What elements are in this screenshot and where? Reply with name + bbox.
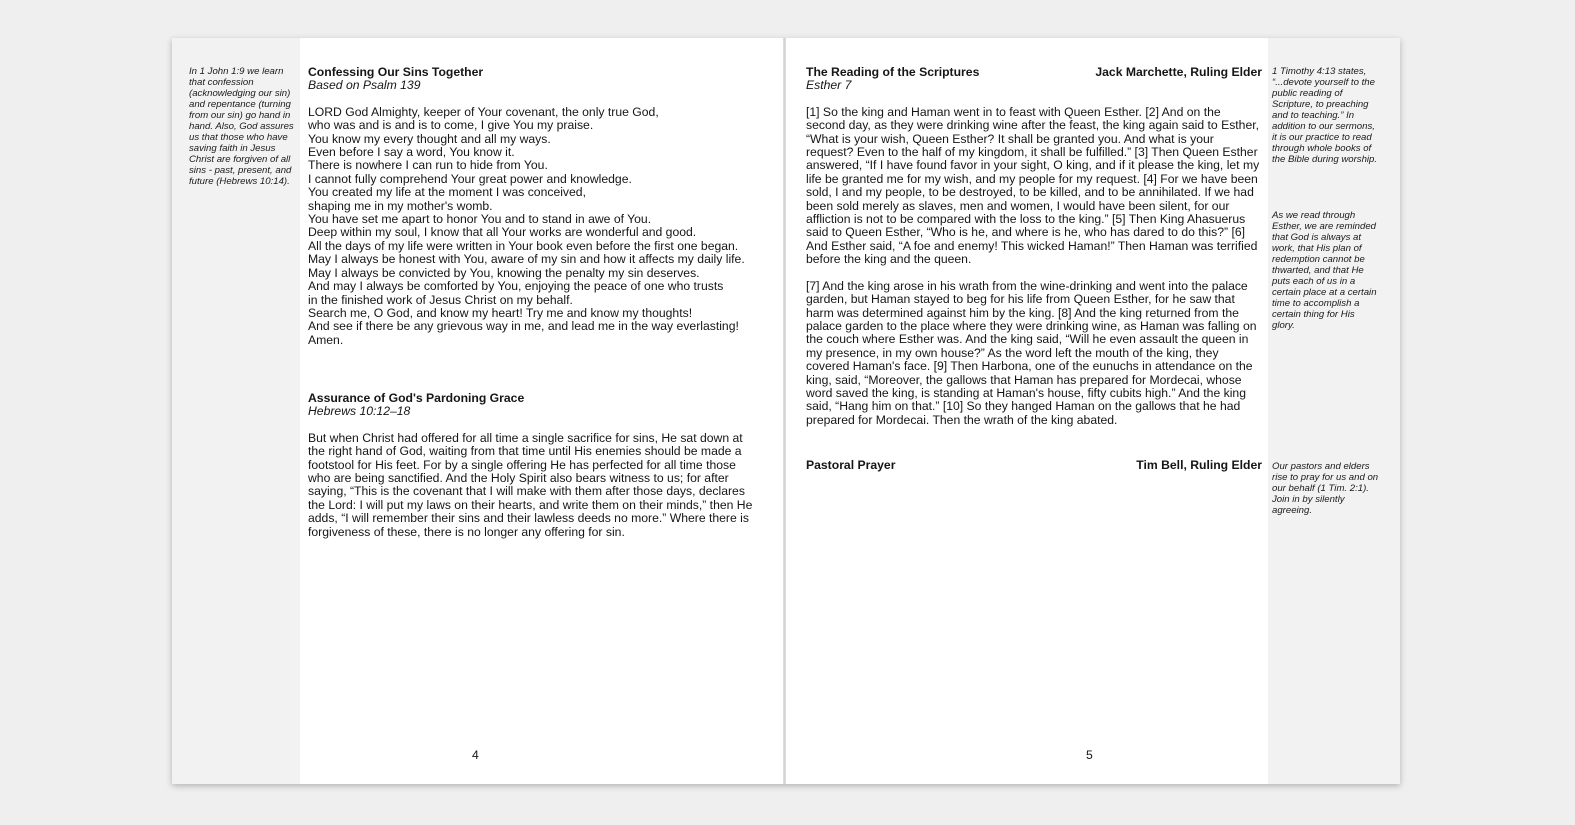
confession-line: Search me, O God, and know my heart! Try me and know my thoughts! bbox=[308, 305, 693, 320]
left-page bbox=[172, 38, 784, 784]
reading-paragraph-2: [7] And the king arose in his wrath from the wine-drinking and went into the palace garden, but Haman stayed to beg for his life from Queen Esther, for he saw that harm was determined against him by the king. [8] And the king returned from the palace garden to the place where they were drinking wine, as Haman was falling on the couch where Esther was. And the king said, “Will he even assault the queen in my presence, in my own house?” As the word left the mouth of the king, they covered Haman's face. [9] Then Harbona, one of the eunuchs in attendance on the king, said, “Moreover, the gallows that Haman has prepared for Mordecai, whose word saved the king, is standing at Haman's house, fifty cubits high.” And the king said, “Hang him on that.” [10] So they hanged Haman on the gallows that he had prepared for Mordecai. Then the wrath of the king abated. bbox=[806, 278, 1257, 427]
confession-line: All the days of my life were written in Your book even before the first one began. bbox=[308, 238, 739, 253]
reading-header bbox=[806, 66, 1262, 79]
margin-note-reading: 1 Timothy 4:13 states, “...devote yourself to the public reading of Scripture, to preaching and to teaching.” In addition to our sermons, it is our practice to read through whole books of the Bible during worship. bbox=[1272, 66, 1378, 165]
confession-line: You have set me apart to honor You and to stand in awe of You. bbox=[308, 212, 652, 227]
reading-subtitle: Esther 7 bbox=[806, 78, 852, 93]
confession-subtitle: Based on Psalm 139 bbox=[308, 78, 421, 93]
confession-prayer bbox=[308, 106, 768, 347]
confession-line: I cannot fully comprehend Your great power and knowledge. bbox=[308, 171, 632, 186]
reading-section bbox=[806, 66, 1262, 427]
confession-line: LORD God Almighty, keeper of Your covenant, the only true God, bbox=[308, 104, 659, 119]
prayer-header bbox=[806, 459, 1262, 472]
prayer-leader: Tim Bell, Ruling Elder bbox=[1136, 458, 1262, 472]
prayer-section bbox=[806, 459, 1262, 472]
page-number-right: 5 bbox=[1086, 748, 1093, 762]
confession-line: There is nowhere I can run to hide from You. bbox=[308, 158, 548, 173]
confession-title: Confessing Our Sins Together bbox=[308, 65, 484, 79]
confession-section bbox=[308, 66, 768, 347]
confession-line: shaping me in my mother's womb. bbox=[308, 198, 493, 213]
margin-note-esther: As we read through Esther, we are reminded that God is always at work, that His plan of redemption cannot be thwarted, and that He puts each of us in a certain place at a certain time to accomplish a certain thing for His glory. bbox=[1272, 210, 1377, 331]
margin-note-confession: In 1 John 1:9 we learn that confession (acknowledging our sin) and repentance (turning from our sin) go hand in hand. Also, God assures us that those who have saving faith in Jesus Christ are forgiven of all sins - past, present, and future (Hebrews 10:14). bbox=[189, 66, 294, 187]
confession-line: May I always be convicted by You, knowing the penalty my sin deserves. bbox=[308, 265, 700, 280]
reading-title: The Reading of the Scriptures bbox=[806, 65, 980, 79]
assurance-text: But when Christ had offered for all time a single sacrifice for sins, He sat down at the right hand of God, waiting from that time until His enemies should be made a footstool for His feet. For by a single offering He has perfected for all time those who are being sanctified. And the Holy Spirit also bears witness to us; for after saying, “This is the covenant that I will make with them after those days, declares the Lord: I will put my laws on their hearts, and write them on their minds,” then He adds, “I will remember their sins and their lawless deeds no more.” Where there is forgiveness of these, there is no longer any offering for sin. bbox=[308, 430, 753, 539]
confession-line: Even before I say a word, You know it. bbox=[308, 145, 515, 160]
assurance-section bbox=[308, 392, 760, 539]
confession-line: Deep within my soul, I know that all Your works are wonderful and good. bbox=[308, 225, 697, 240]
confession-line: And see if there be any grievous way in me, and lead me in the way everlasting! bbox=[308, 319, 739, 334]
reading-leader: Jack Marchette, Ruling Elder bbox=[1095, 65, 1262, 79]
confession-line: You created my life at the moment I was conceived, bbox=[308, 185, 586, 200]
confession-line: who was and is and is to come, I give You my praise. bbox=[308, 118, 594, 133]
confession-line: You know my every thought and all my ways. bbox=[308, 131, 551, 146]
confession-line: May I always be honest with You, aware of my sin and how it affects my daily life. bbox=[308, 252, 745, 267]
booklet-spread bbox=[172, 38, 1400, 784]
assurance-subtitle: Hebrews 10:12–18 bbox=[308, 404, 411, 419]
confession-line: Amen. bbox=[308, 332, 344, 347]
prayer-title: Pastoral Prayer bbox=[806, 458, 896, 472]
assurance-title: Assurance of God's Pardoning Grace bbox=[308, 391, 525, 405]
right-page bbox=[786, 38, 1400, 784]
confession-line: in the finished work of Jesus Christ on my behalf. bbox=[308, 292, 573, 307]
confession-line: And may I always be comforted by You, enjoying the peace of one who trusts bbox=[308, 279, 724, 294]
margin-note-prayer: Our pastors and elders rise to pray for us and on our behalf (1 Tim. 2:1). Join in by silently agreeing. bbox=[1272, 461, 1379, 516]
reading-paragraph-1: [1] So the king and Haman went in to feast with Queen Esther. [2] And on the second day, as they were drinking wine after the feast, the king again said to Esther, “What is your wish, Queen Esther? It shall be granted you. And what is your request? Even to the half of my kingdom, it shall be fulfilled.” [3] Then Queen Esther answered, “If I have found favor in your sight, O king, and if it please the king, let my life be granted me for my wish, and my people for my request. [4] For we have been sold, I and my people, to be destroyed, to be killed, and to be annihilated. If we had been sold merely as slaves, men and women, I would have been silent, for our affliction is not to be compared with the loss to the king.” [5] Then King Ahasuerus said to Queen Esther, “Who is he, and where is he, who has dared to do this?” [6] And Esther said, “A foe and enemy! This wicked Haman!” Then Haman was terrified before the king and the queen. bbox=[806, 104, 1260, 267]
page-number-left: 4 bbox=[472, 748, 479, 762]
